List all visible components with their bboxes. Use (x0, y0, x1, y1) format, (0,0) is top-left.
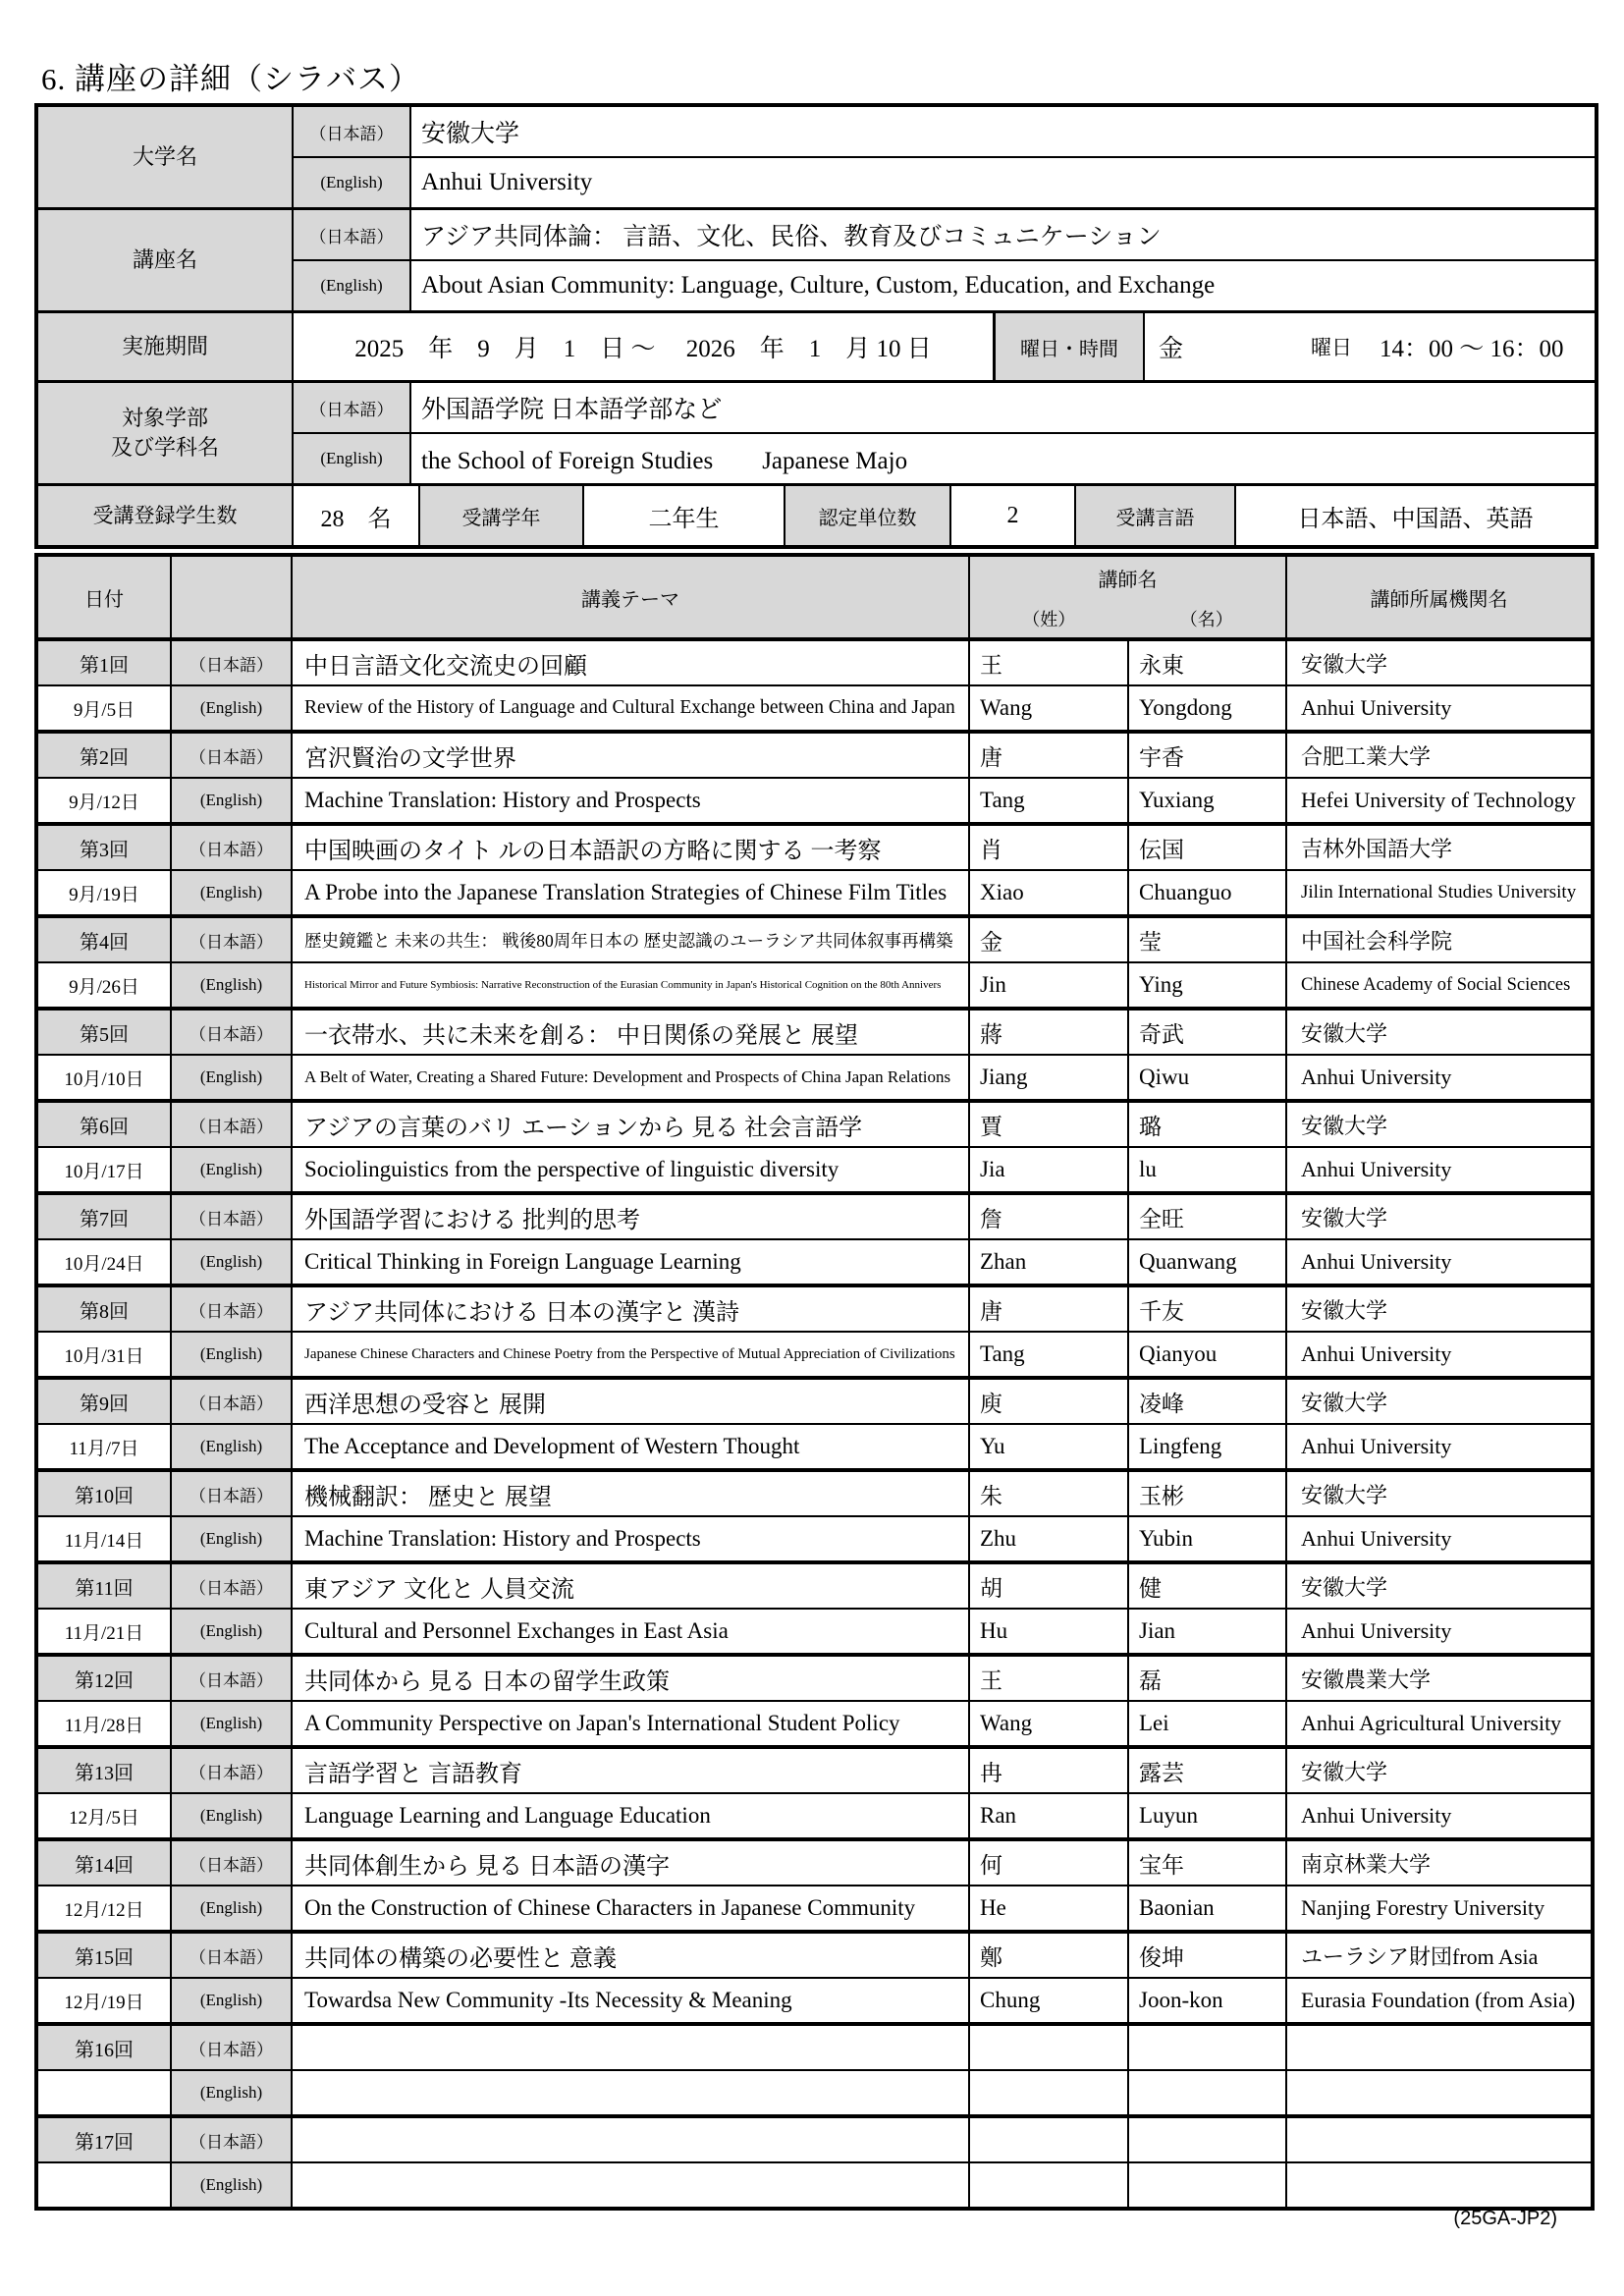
lecturer-sei-en-cell: Tang (969, 778, 1128, 824)
course-section (38, 207, 1595, 310)
header-theme: 講義テーマ (292, 555, 969, 639)
university-label: 大学名 (38, 107, 294, 207)
day-time-label: 曜日・時間 (996, 313, 1145, 380)
session-number-cell: 第8回 (36, 1285, 171, 1332)
organization-en-cell: Chinese Academy of Social Sciences (1286, 962, 1593, 1009)
lecturer-sei-ja-cell: 肖 (969, 824, 1128, 870)
lecturer-mei-ja-cell: 奇武 (1128, 1009, 1286, 1055)
session-row-japanese (36, 1655, 1593, 1701)
course-info-table (34, 103, 1598, 549)
weekday-suffix: 曜日 (1311, 336, 1353, 359)
session-row-japanese (36, 1378, 1593, 1424)
language-label: 受講言語 (1076, 486, 1236, 545)
organization-ja-cell: 吉林外国語大学 (1286, 824, 1593, 870)
lecturer-mei-ja-cell: 宇香 (1128, 732, 1286, 778)
organization-ja-cell: 安徽大学 (1286, 1285, 1593, 1332)
theme-en-cell: Historical Mirror and Future Symbiosis: Narrative Reconstruction of the Eurasian Community in Japan's Historical Cognition on the 80th Annivers (292, 962, 969, 1009)
session-row-english (36, 1424, 1593, 1470)
organization-ja-cell: 安徽大学 (1286, 1101, 1593, 1147)
theme-ja-cell: 中国映画のタイト ルの日本語訳の方略に関する 一考察 (292, 824, 969, 870)
session-date-cell: 11月/21日 (36, 1609, 171, 1655)
japanese-label-cell: （日本語） (171, 1101, 292, 1147)
session-number-cell: 第12回 (36, 1655, 171, 1701)
lecturer-sei-en-cell: Zhu (969, 1516, 1128, 1562)
session-row-japanese (36, 2116, 1593, 2162)
lecturer-sei-ja-cell: 蔣 (969, 1009, 1128, 1055)
organization-ja-cell: ユーラシア財団from Asia (1286, 1932, 1593, 1978)
english-label-cell: (English) (171, 1886, 292, 1932)
english-label-cell: (English) (171, 1609, 292, 1655)
lecturer-sei-ja-cell: 唐 (969, 1285, 1128, 1332)
lecturer-mei-ja-cell: 凌峰 (1128, 1378, 1286, 1424)
organization-ja-cell: 安徽大学 (1286, 1009, 1593, 1055)
organization-en-cell: Anhui University (1286, 1609, 1593, 1655)
day-time-value (1145, 313, 1595, 380)
session-row-english (36, 778, 1593, 824)
lecturer-mei-ja-cell: 永東 (1128, 639, 1286, 685)
lecturer-sei-en-cell: Zhan (969, 1239, 1128, 1285)
session-row-japanese (36, 732, 1593, 778)
session-number-cell: 第1回 (36, 639, 171, 685)
theme-en-cell: On the Construction of Chinese Characters in Japanese Community (292, 1886, 969, 1932)
theme-ja-cell: 中日言語文化交流史の回顧 (292, 639, 969, 685)
english-label-cell: (English) (171, 1424, 292, 1470)
lecturer-sei-en-cell: Yu (969, 1424, 1128, 1470)
japanese-label-cell: （日本語） (171, 1285, 292, 1332)
enrollment-label: 受講登録学生数 (38, 486, 294, 545)
lecturer-sei-en-cell: Ran (969, 1793, 1128, 1839)
english-label: (English) (294, 434, 411, 483)
japanese-label-cell: （日本語） (171, 824, 292, 870)
theme-en-cell: Towardsa New Community -Its Necessity & Meaning (292, 1978, 969, 2024)
session-number-cell: 第10回 (36, 1470, 171, 1516)
organization-en-cell: Eurasia Foundation (from Asia) (1286, 1978, 1593, 2024)
japanese-label-cell: （日本語） (171, 1655, 292, 1701)
lecturer-mei-en-cell: Baonian (1128, 1886, 1286, 1932)
japanese-label-cell: （日本語） (171, 1470, 292, 1516)
organization-en-cell: Anhui University (1286, 1793, 1593, 1839)
lecturer-mei-ja-cell: 璐 (1128, 1101, 1286, 1147)
theme-ja-cell: 西洋思想の受容と 展開 (292, 1378, 969, 1424)
weekday-value: 金 (1159, 336, 1184, 362)
session-row-japanese (36, 1470, 1593, 1516)
japanese-label-cell: （日本語） (171, 1839, 292, 1886)
lecturer-sei-ja-cell: 庾 (969, 1378, 1128, 1424)
lecturer-sei-en-cell: He (969, 1886, 1128, 1932)
session-date-cell: 11月/14日 (36, 1516, 171, 1562)
lecturer-mei-ja-cell: 玉彬 (1128, 1470, 1286, 1516)
session-row-japanese (36, 1839, 1593, 1886)
theme-en-cell: A Belt of Water, Creating a Shared Future: Development and Prospects of China Japan Relations (292, 1055, 969, 1101)
theme-en-cell: Machine Translation: History and Prospects (292, 778, 969, 824)
session-number-cell: 第11回 (36, 1562, 171, 1609)
lecturer-sei-en-cell (969, 2070, 1128, 2116)
session-number-cell: 第13回 (36, 1747, 171, 1793)
organization-en-cell: Nanjing Forestry University (1286, 1886, 1593, 1932)
session-row-english (36, 1793, 1593, 1839)
session-row-english (36, 1332, 1593, 1378)
session-row-japanese (36, 1009, 1593, 1055)
lecturer-sei-ja-cell: 王 (969, 1655, 1128, 1701)
theme-ja-cell: 東アジア 文化と 人員交流 (292, 1562, 969, 1609)
header-empty (171, 555, 292, 639)
japanese-label-cell: （日本語） (171, 2024, 292, 2070)
organization-ja-cell: 安徽大学 (1286, 639, 1593, 685)
theme-en-cell: Cultural and Personnel Exchanges in East Asia (292, 1609, 969, 1655)
lecturer-mei-en-cell: Qiwu (1128, 1055, 1286, 1101)
lecturer-sei-ja-cell: 王 (969, 639, 1128, 685)
lecturer-mei-en-cell: Chuanguo (1128, 870, 1286, 916)
organization-ja-cell: 安徽大学 (1286, 1378, 1593, 1424)
organization-en-cell: Anhui University (1286, 1147, 1593, 1193)
session-row-japanese (36, 1193, 1593, 1239)
lecturer-sei-ja-cell (969, 2116, 1128, 2162)
theme-en-cell: The Acceptance and Development of Western Thought (292, 1424, 969, 1470)
period-value: 2025 年 9 月 1 日 ～ 2026 年 1 月 10 日 (294, 313, 996, 380)
lecturer-sei-en-cell: Wang (969, 1701, 1128, 1747)
english-label-cell: (English) (171, 778, 292, 824)
session-row-english (36, 1701, 1593, 1747)
session-row-english (36, 1147, 1593, 1193)
lecturer-mei-ja-cell: 健 (1128, 1562, 1286, 1609)
theme-en-cell: Review of the History of Language and Cultural Exchange between China and Japan (292, 685, 969, 732)
header-date: 日付 (36, 555, 171, 639)
lecturer-sei-en-cell: Hu (969, 1609, 1128, 1655)
lecturer-mei-ja-cell: 莹 (1128, 916, 1286, 962)
theme-ja-cell: 機械翻訳： 歴史と 展望 (292, 1470, 969, 1516)
organization-en-cell: Anhui University (1286, 685, 1593, 732)
session-date-cell: 10月/24日 (36, 1239, 171, 1285)
session-date-cell: 10月/31日 (36, 1332, 171, 1378)
english-label-cell: (English) (171, 1332, 292, 1378)
document-code: (25GA-JP2) (1453, 2208, 1557, 2229)
credit-label: 認定単位数 (785, 486, 951, 545)
lecturer-sei-en-cell: Wang (969, 685, 1128, 732)
student-year-value: 二年生 (584, 486, 785, 545)
lecturer-sei-ja-cell: 何 (969, 1839, 1128, 1886)
english-label-cell: (English) (171, 1239, 292, 1285)
session-row-japanese (36, 916, 1593, 962)
session-date-cell: 9月/19日 (36, 870, 171, 916)
english-label-cell: (English) (171, 962, 292, 1009)
english-label-cell: (English) (171, 1055, 292, 1101)
faculty-label: 対象学部 及び学科名 (38, 383, 294, 483)
lecturer-mei-ja-cell: 磊 (1128, 1655, 1286, 1701)
organization-ja-cell: 安徽大学 (1286, 1747, 1593, 1793)
japanese-label-cell: （日本語） (171, 1562, 292, 1609)
session-row-japanese (36, 639, 1593, 685)
session-row-english (36, 685, 1593, 732)
organization-ja-cell: 安徽農業大学 (1286, 1655, 1593, 1701)
header-organization: 講師所属機関名 (1286, 555, 1593, 639)
header-lecturer: 講師名 （姓） （名） (969, 555, 1286, 639)
japanese-label-cell: （日本語） (171, 1193, 292, 1239)
lecturer-mei-en-cell (1128, 2070, 1286, 2116)
lecturer-mei-ja-cell: 伝国 (1128, 824, 1286, 870)
lecturer-mei-en-cell (1128, 2162, 1286, 2209)
period-label: 実施期間 (38, 313, 294, 380)
organization-ja-cell (1286, 2116, 1593, 2162)
course-name-en: About Asian Community: Language, Culture, Custom, Education, and Exchange (421, 272, 1216, 299)
session-row-english (36, 2070, 1593, 2116)
session-row-english (36, 1055, 1593, 1101)
theme-ja-cell: アジア共同体における 日本の漢字と 漢詩 (292, 1285, 969, 1332)
english-label-cell: (English) (171, 1793, 292, 1839)
session-number-cell: 第17回 (36, 2116, 171, 2162)
lecturer-mei-ja-cell: 千友 (1128, 1285, 1286, 1332)
organization-en-cell (1286, 2070, 1593, 2116)
lecturer-sei-en-cell: Jin (969, 962, 1128, 1009)
credit-value: 2 (951, 486, 1076, 545)
schedule-header-row (36, 555, 1593, 639)
student-year-label: 受講学年 (420, 486, 584, 545)
session-row-japanese (36, 824, 1593, 870)
session-row-english (36, 1516, 1593, 1562)
page-title: 6. 講座の詳細（シラバス） (41, 62, 420, 96)
session-number-cell: 第3回 (36, 824, 171, 870)
lecturer-mei-en-cell: Luyun (1128, 1793, 1286, 1839)
english-label: (English) (294, 158, 411, 207)
session-date-cell: 10月/17日 (36, 1147, 171, 1193)
theme-ja-cell (292, 2116, 969, 2162)
organization-ja-cell: 南京林業大学 (1286, 1839, 1593, 1886)
session-row-english (36, 870, 1593, 916)
organization-en-cell: Hefei University of Technology (1286, 778, 1593, 824)
theme-en-cell (292, 2070, 969, 2116)
theme-ja-cell: 歴史鏡鑑と 未来の共生： 戦後80周年日本の 歴史認識のユーラシア共同体叙事再構築 (292, 916, 969, 962)
theme-ja-cell: 一衣帯水、共に未来を創る： 中日関係の発展と 展望 (292, 1009, 969, 1055)
lecturer-mei-ja-cell (1128, 2116, 1286, 2162)
university-name-en: Anhui University (421, 169, 593, 195)
header-sei: （姓） (1022, 609, 1076, 629)
session-number-cell: 第16回 (36, 2024, 171, 2070)
session-number-cell: 第5回 (36, 1009, 171, 1055)
session-date-cell: 10月/10日 (36, 1055, 171, 1101)
english-label-cell: (English) (171, 1701, 292, 1747)
session-date-cell: 11月/28日 (36, 1701, 171, 1747)
lecturer-sei-en-cell: Xiao (969, 870, 1128, 916)
theme-en-cell: Machine Translation: History and Prospects (292, 1516, 969, 1562)
japanese-label: （日本語） (294, 210, 411, 259)
university-name-ja: 安徽大学 (421, 121, 520, 147)
organization-en-cell: Anhui University (1286, 1516, 1593, 1562)
theme-en-cell: Sociolinguistics from the perspective of linguistic diversity (292, 1147, 969, 1193)
theme-en-cell: Critical Thinking in Foreign Language Learning (292, 1239, 969, 1285)
lecturer-sei-ja-cell: 冉 (969, 1747, 1128, 1793)
organization-en-cell: Anhui University (1286, 1332, 1593, 1378)
course-label: 講座名 (38, 210, 294, 310)
session-row-english (36, 962, 1593, 1009)
lecturer-sei-ja-cell: 胡 (969, 1562, 1128, 1609)
lecturer-sei-en-cell: Jiang (969, 1055, 1128, 1101)
session-row-japanese (36, 2024, 1593, 2070)
theme-en-cell: Language Learning and Language Education (292, 1793, 969, 1839)
language-value: 日本語、中国語、英語 (1297, 506, 1534, 532)
lecturer-mei-ja-cell: 宝年 (1128, 1839, 1286, 1886)
japanese-label: （日本語） (294, 107, 411, 156)
theme-en-cell: Japanese Chinese Characters and Chinese Poetry from the Perspective of Mutual Appreciation of Civilizations (292, 1332, 969, 1378)
session-date-cell: 9月/26日 (36, 962, 171, 1009)
session-date-cell: 11月/7日 (36, 1424, 171, 1470)
english-label-cell: (English) (171, 870, 292, 916)
organization-ja-cell: 安徽大学 (1286, 1562, 1593, 1609)
session-number-cell: 第7回 (36, 1193, 171, 1239)
lecturer-mei-en-cell: Lingfeng (1128, 1424, 1286, 1470)
japanese-label: （日本語） (294, 383, 411, 432)
lecturer-mei-en-cell: Qianyou (1128, 1332, 1286, 1378)
theme-ja-cell: 共同体から 見る 日本の留学生政策 (292, 1655, 969, 1701)
organization-en-cell: Anhui University (1286, 1424, 1593, 1470)
theme-ja-cell: 外国語学習における 批判的思考 (292, 1193, 969, 1239)
lecturer-sei-ja-cell: 詹 (969, 1193, 1128, 1239)
theme-en-cell: A Probe into the Japanese Translation Strategies of Chinese Film Titles (292, 870, 969, 916)
japanese-label-cell: （日本語） (171, 2116, 292, 2162)
lecturer-mei-en-cell: Jian (1128, 1609, 1286, 1655)
japanese-label-cell: （日本語） (171, 1747, 292, 1793)
lecturer-sei-en-cell: Jia (969, 1147, 1128, 1193)
lecturer-mei-en-cell: Lei (1128, 1701, 1286, 1747)
lecturer-sei-ja-cell (969, 2024, 1128, 2070)
japanese-label-cell: （日本語） (171, 639, 292, 685)
session-number-cell: 第2回 (36, 732, 171, 778)
student-count: 28 名 (294, 486, 420, 545)
english-label-cell: (English) (171, 685, 292, 732)
organization-en-cell: Jilin International Studies University (1286, 870, 1593, 916)
lecturer-mei-en-cell: Quanwang (1128, 1239, 1286, 1285)
english-label-cell: (English) (171, 1516, 292, 1562)
session-row-english (36, 1239, 1593, 1285)
organization-en-cell: Anhui Agricultural University (1286, 1701, 1593, 1747)
session-date-cell (36, 2162, 171, 2209)
lecturer-sei-en-cell: Tang (969, 1332, 1128, 1378)
time-value: 14：00 ～ 16：00 (1380, 336, 1564, 362)
english-label: (English) (294, 261, 411, 310)
english-label-cell: (English) (171, 2162, 292, 2209)
theme-en-cell: A Community Perspective on Japan's International Student Policy (292, 1701, 969, 1747)
japanese-label-cell: （日本語） (171, 916, 292, 962)
english-label-cell: (English) (171, 1978, 292, 2024)
lecturer-mei-ja-cell: 露芸 (1128, 1747, 1286, 1793)
english-label-cell: (English) (171, 2070, 292, 2116)
organization-en-cell (1286, 2162, 1593, 2209)
lecturer-sei-ja-cell: 賈 (969, 1101, 1128, 1147)
lecturer-sei-ja-cell: 朱 (969, 1470, 1128, 1516)
session-number-cell: 第4回 (36, 916, 171, 962)
session-date-cell: 12月/12日 (36, 1886, 171, 1932)
japanese-label-cell: （日本語） (171, 732, 292, 778)
course-name-ja: アジア共同体論： 言語、文化、民俗、教育及びコミュニケーション (421, 224, 1162, 250)
theme-ja-cell: アジアの言葉のバリ エーションから 見る 社会言語学 (292, 1101, 969, 1147)
period-section (38, 310, 1595, 380)
lecturer-sei-en-cell (969, 2162, 1128, 2209)
session-row-japanese (36, 1747, 1593, 1793)
lecturer-mei-en-cell: Yubin (1128, 1516, 1286, 1562)
session-row-english (36, 1609, 1593, 1655)
session-row-english (36, 1886, 1593, 1932)
theme-en-cell (292, 2162, 969, 2209)
lecturer-mei-en-cell: Yuxiang (1128, 778, 1286, 824)
session-row-japanese (36, 1932, 1593, 1978)
lecturer-mei-ja-cell: 俊坤 (1128, 1932, 1286, 1978)
english-label-cell: (English) (171, 1147, 292, 1193)
session-number-cell: 第14回 (36, 1839, 171, 1886)
organization-ja-cell: 安徽大学 (1286, 1193, 1593, 1239)
theme-ja-cell (292, 2024, 969, 2070)
schedule-table (34, 553, 1595, 2211)
theme-ja-cell: 共同体創生から 見る 日本語の漢字 (292, 1839, 969, 1886)
lecturer-sei-ja-cell: 鄭 (969, 1932, 1128, 1978)
session-date-cell (36, 2070, 171, 2116)
japanese-label-cell: （日本語） (171, 1378, 292, 1424)
organization-ja-cell: 中国社会科学院 (1286, 916, 1593, 962)
session-date-cell: 12月/19日 (36, 1978, 171, 2024)
session-number-cell: 第15回 (36, 1932, 171, 1978)
theme-ja-cell: 言語学習と 言語教育 (292, 1747, 969, 1793)
session-number-cell: 第6回 (36, 1101, 171, 1147)
session-row-japanese (36, 1562, 1593, 1609)
university-section (38, 107, 1595, 207)
session-row-japanese (36, 1101, 1593, 1147)
lecturer-mei-en-cell: lu (1128, 1147, 1286, 1193)
lecturer-mei-ja-cell: 全旺 (1128, 1193, 1286, 1239)
lecturer-mei-en-cell: Joon-kon (1128, 1978, 1286, 2024)
organization-ja-cell: 安徽大学 (1286, 1470, 1593, 1516)
lecturer-sei-ja-cell: 唐 (969, 732, 1128, 778)
session-date-cell: 9月/12日 (36, 778, 171, 824)
lecturer-mei-en-cell: Ying (1128, 962, 1286, 1009)
organization-ja-cell (1286, 2024, 1593, 2070)
faculty-section (38, 380, 1595, 483)
lecturer-mei-ja-cell (1128, 2024, 1286, 2070)
faculty-name-ja: 外国語学院 日本語学部など (421, 397, 723, 423)
organization-en-cell: Anhui University (1286, 1055, 1593, 1101)
session-row-english (36, 2162, 1593, 2209)
session-row-english (36, 1978, 1593, 2024)
faculty-name-en: the School of Foreign Studies Japanese Majo (421, 448, 908, 474)
session-date-cell: 9月/5日 (36, 685, 171, 732)
session-date-cell: 12月/5日 (36, 1793, 171, 1839)
enrollment-section (38, 483, 1595, 545)
header-mei: （名） (1179, 609, 1233, 629)
session-row-japanese (36, 1285, 1593, 1332)
session-number-cell: 第9回 (36, 1378, 171, 1424)
organization-ja-cell: 合肥工業大学 (1286, 732, 1593, 778)
lecturer-sei-ja-cell: 金 (969, 916, 1128, 962)
organization-en-cell: Anhui University (1286, 1239, 1593, 1285)
lecturer-mei-en-cell: Yongdong (1128, 685, 1286, 732)
theme-ja-cell: 共同体の構築の必要性と 意義 (292, 1932, 969, 1978)
lecturer-sei-en-cell: Chung (969, 1978, 1128, 2024)
theme-ja-cell: 宮沢賢治の文学世界 (292, 732, 969, 778)
japanese-label-cell: （日本語） (171, 1009, 292, 1055)
japanese-label-cell: （日本語） (171, 1932, 292, 1978)
